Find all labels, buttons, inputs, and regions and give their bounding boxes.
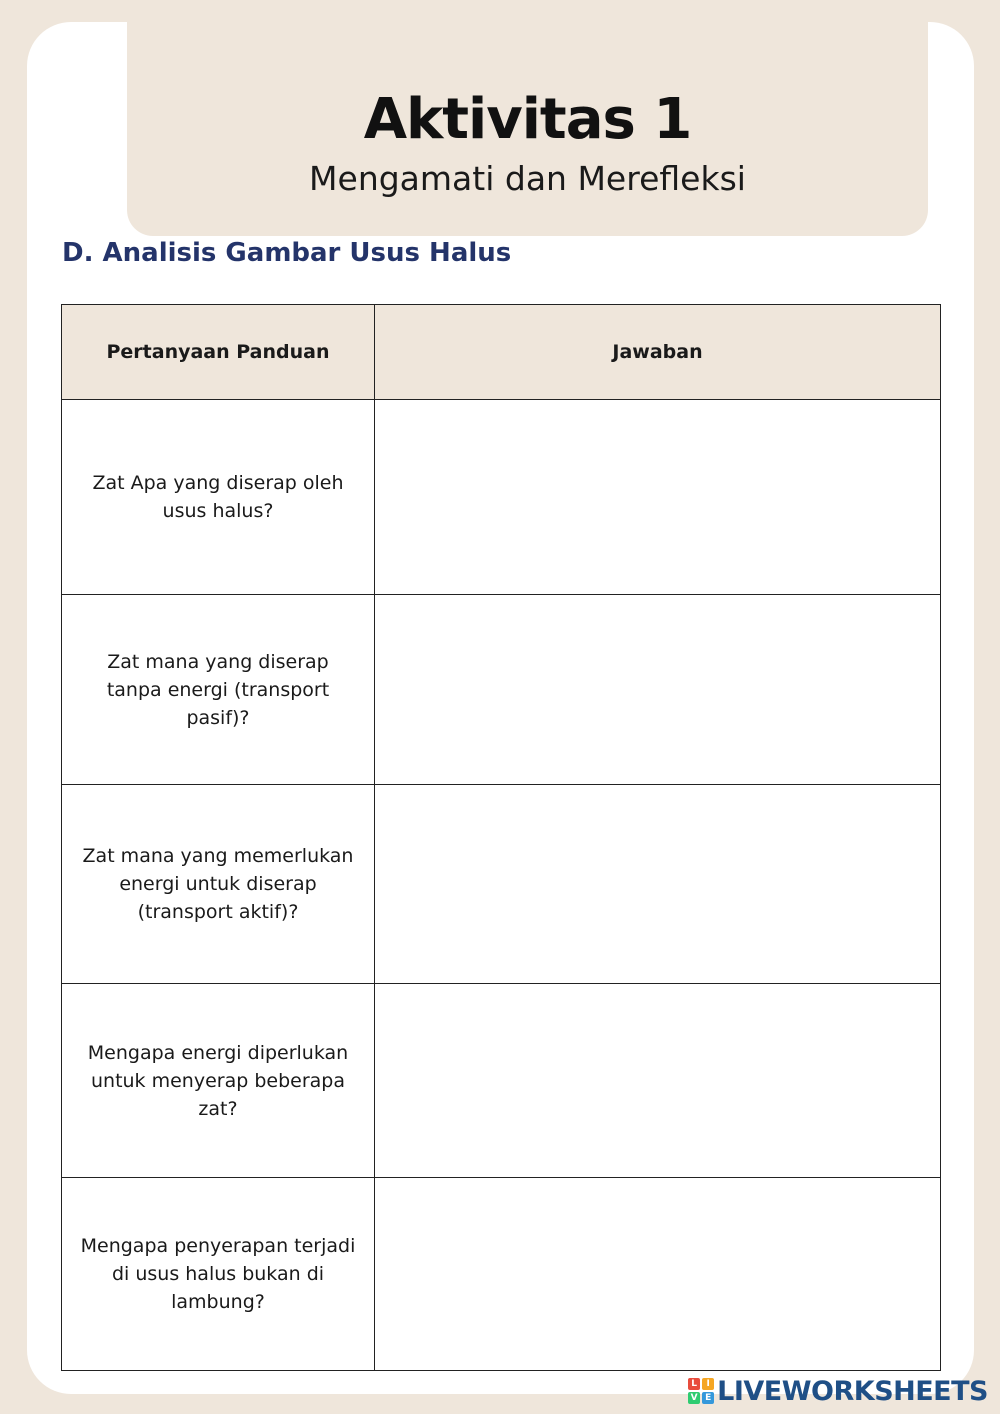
logo-letter: I [702,1378,714,1390]
column-header-answer: Jawaban [375,305,941,400]
logo-letter: L [688,1378,700,1390]
table-row [62,595,941,785]
question-cell: Zat mana yang diserap tanpa energi (transport pasif)? [62,595,375,785]
logo-letter: V [688,1392,700,1404]
question-cell: Zat Apa yang diserap oleh usus halus? [62,400,375,595]
question-cell: Mengapa penyerapan terjadi di usus halus bukan di lambung? [62,1178,375,1371]
page-title: Aktivitas 1 [363,87,692,152]
question-cell: Mengapa energi diperlukan untuk menyerap beberapa zat? [62,984,375,1178]
answer-cell[interactable] [375,400,941,595]
header-band [127,22,928,236]
table-header-row [62,305,941,400]
liveworksheets-logo-icon [688,1378,714,1404]
table-row [62,785,941,984]
table-row [62,400,941,595]
brand-name: LIVEWORKSHEETS [717,1375,988,1407]
logo-letter: E [702,1392,714,1404]
section-heading: D. Analisis Gambar Usus Halus [62,238,512,268]
question-table [61,304,941,1371]
page-subtitle: Mengamati dan Merefleksi [309,159,746,198]
answer-cell[interactable] [375,595,941,785]
liveworksheets-brand [688,1374,988,1408]
question-cell: Zat mana yang memerlukan energi untuk diserap (transport aktif)? [62,785,375,984]
answer-cell[interactable] [375,1178,941,1371]
table-row [62,984,941,1178]
column-header-question: Pertanyaan Panduan [62,305,375,400]
table-row [62,1178,941,1371]
answer-cell[interactable] [375,785,941,984]
answer-cell[interactable] [375,984,941,1178]
